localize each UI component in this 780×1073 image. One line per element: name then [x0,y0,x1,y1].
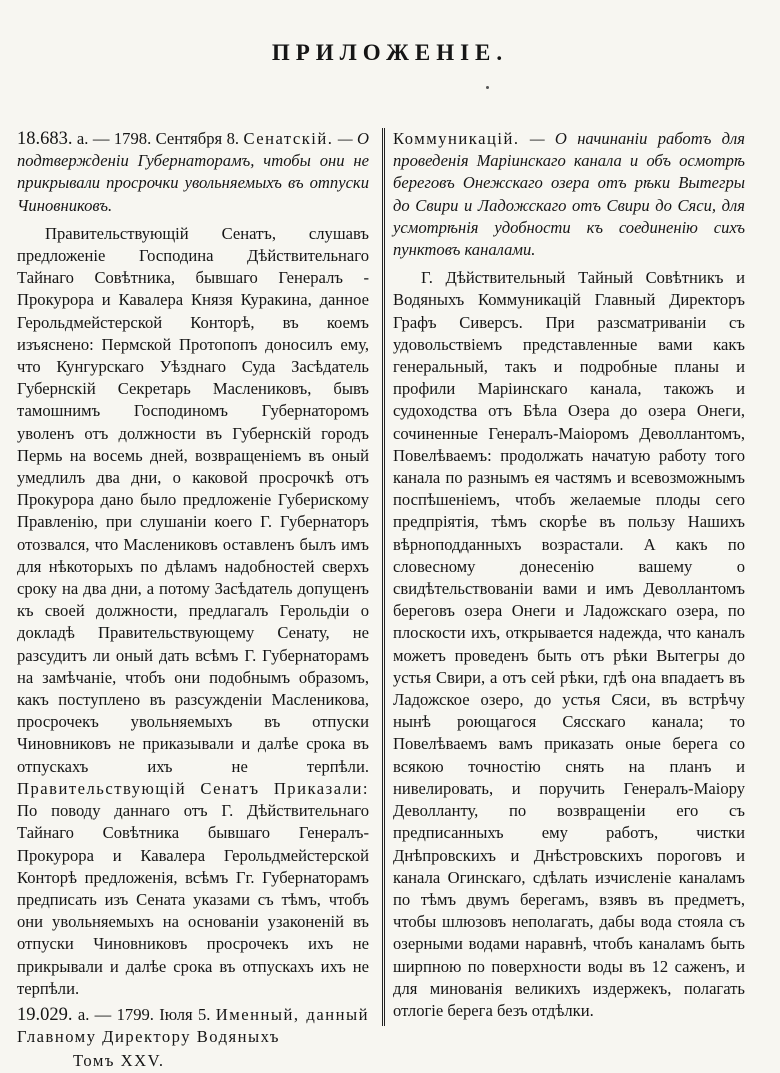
entry-number: 19.029. [17,1004,73,1025]
entry-date: 1798. Сентября 8. [113,129,240,148]
entry-heading-continued [393,128,745,261]
entry-date: 1799. Іюля 5. [116,1004,211,1024]
senate-decision-text: По поводу даннаго отъ Г. Дѣйствительнаго Тайнаго Совѣтника бывшаго Генералъ-Прокурора и Кавалера Герольдмейстерской Конторѣ предложенія, всѣмъ Гг. Губернаторамъ предписать изъ Сената указами съ тѣмъ, чтобъ они увольняемыхъ на основаніи узаконеній въ отпуски Чиновниковъ просрочекъ ихъ не прикрывали и далѣе срока въ отпускахъ ихъ не терпѣли. [17,801,369,998]
right-column [393,128,745,1022]
entry-body-paragraph [17,223,369,1000]
entry-title: — О начинаніи работъ для проведенія Маріинскаго канала и объ осмотрѣ береговъ Онежскаго озера отъ рѣки Вытегры до Свири и Ладожскаго отъ Свири до Сяси, для усмотрѣнія удобности къ соединенію сихъ пунктовъ каналами. [393,129,745,260]
page-title: ПРИЛОЖЕНІЕ. [271,40,509,65]
entry-letter: а. — [77,1004,112,1024]
entry-type-continued: Коммуникацій. [393,129,520,148]
left-column [17,128,369,1073]
entry-body-text: Правительствующій Сенатъ, слушавъ предложеніе Господина Дѣйствительнаго Тайнаго Совѣтника, бывшаго Генералъ - Прокурора и Кавалера Князя Куракина, данное Герольдмейстерской Конторѣ, въ коемъ изъяснено: Пермской Протопопъ доносилъ ему, что Кунгурскаго Уѣзднаго Суда Засѣдатель Губернскій Секретарь Маслениковъ, бывъ тамошнимъ Господиномъ Губернаторомъ уволенъ отъ должности въ Губернскій городъ Пермь на восемь дней, возвращеніемъ въ оный умедлилъ два дни, о каковой просрочкѣ отъ Прокурора дано было предложеніе Губерискому Правленію, при слушаніи коего Г. Губернаторъ отозвался, что Маслениковъ оставленъ былъ имъ для нѣкоторыхъ по дѣламъ надобностей сверхъ сроку на два дни, а потому Засѣдатель допущенъ къ своей должности, предлагалъ Герольдіи о докладѣ Правительствующему Сенату, не разсудитъ ли оный дать всѣмъ Г. Губернаторамъ на замѣчаніе, чтобъ они подобнымъ образомъ, какъ поступлено въ разсужденіи Масленикова, просрочекъ увольняемыхъ въ отпуски Чиновниковъ не приказывали и далѣе срока въ отпускахъ ихъ не терпѣли. [17,223,369,776]
printing-speck [486,86,489,89]
entry-number: 18.683. [17,129,73,149]
entry-heading-18683 [17,128,369,217]
column-divider [382,128,385,1026]
entry-body-paragraph: Г. Дѣйствительный Тайный Совѣтникъ и Водяныхъ Коммуникацій Главный Директоръ Графъ Сиверсъ. При разсматриваніи съ удовольствіемъ представленные вами какъ генеральный, такъ и подробные планы и профили Маріинскаго канала, такожъ и судоходства отъ Бѣла Озера до озера Онеги, сочиненные Генералъ-Маіоромъ Деволлантомъ, Повелѣваемъ: продолжать начатую работу того канала по разнымъ ея частямъ и всевозможнымъ поспѣшеніемъ, чтобъ желаемые плоды сего предпріятія, тѣмъ скорѣе въ пользу Нашихъ вѣрноподданныхъ возрастали. А какъ по словесному донесенію вашему о свидѣтельствованіи вами и имъ Деволлантомъ береговъ озера Онеги и Ладожскаго озера, по плоскости ихъ, открывается надежда, что каналъ можетъ проведенъ быть отъ рѣки Вытегры до устья Свири, а отъ сей рѣки, гдѣ она впадаетъ въ Ладожское озеро, до устья Сяси, въ встрѣчу нынѣ роющагося Сясскаго канала; то Повелѣваемъ вамъ приказать оные берега со всякою точностію снять на планъ и нивелировать, и поручить Генералъ-Маіору Деволланту, по возвращеніи его съ предписанныхъ ему работъ, чистки Днѣпровскихъ и Днѣстровскихъ пороговъ и канала Огинскаго, сдѣлать изчисленіе каналамъ по тѣмъ двумъ берегамъ, взявъ въ предметъ, чтобы шлюзовъ неполагать, дабы вода стояла съ озерными водами наравнѣ, чтобъ каналамъ быть ширпною по поверхности воды въ 12 саженъ, и для минованія великихъ издержекъ, полагать отлогіе берега безъ отдѣлки. [393,268,745,1020]
entry-heading-19029 [17,1004,369,1048]
entry-letter: а. — [76,129,110,148]
senate-decision-label: Правительствующій Сенатъ Приказали: [17,778,369,798]
entry-type: Именный, данный Главному Директору Водяныхъ [17,1004,369,1047]
entry-type: Сенатскій. [243,129,334,148]
volume-footer: Томъ XXV. [73,1051,165,1071]
entry-title: — О подтвержденіи Губернаторамъ, чтобы они не прикрывали просрочки увольняемыхъ въ отпуски Чиновниковъ. [17,129,370,215]
